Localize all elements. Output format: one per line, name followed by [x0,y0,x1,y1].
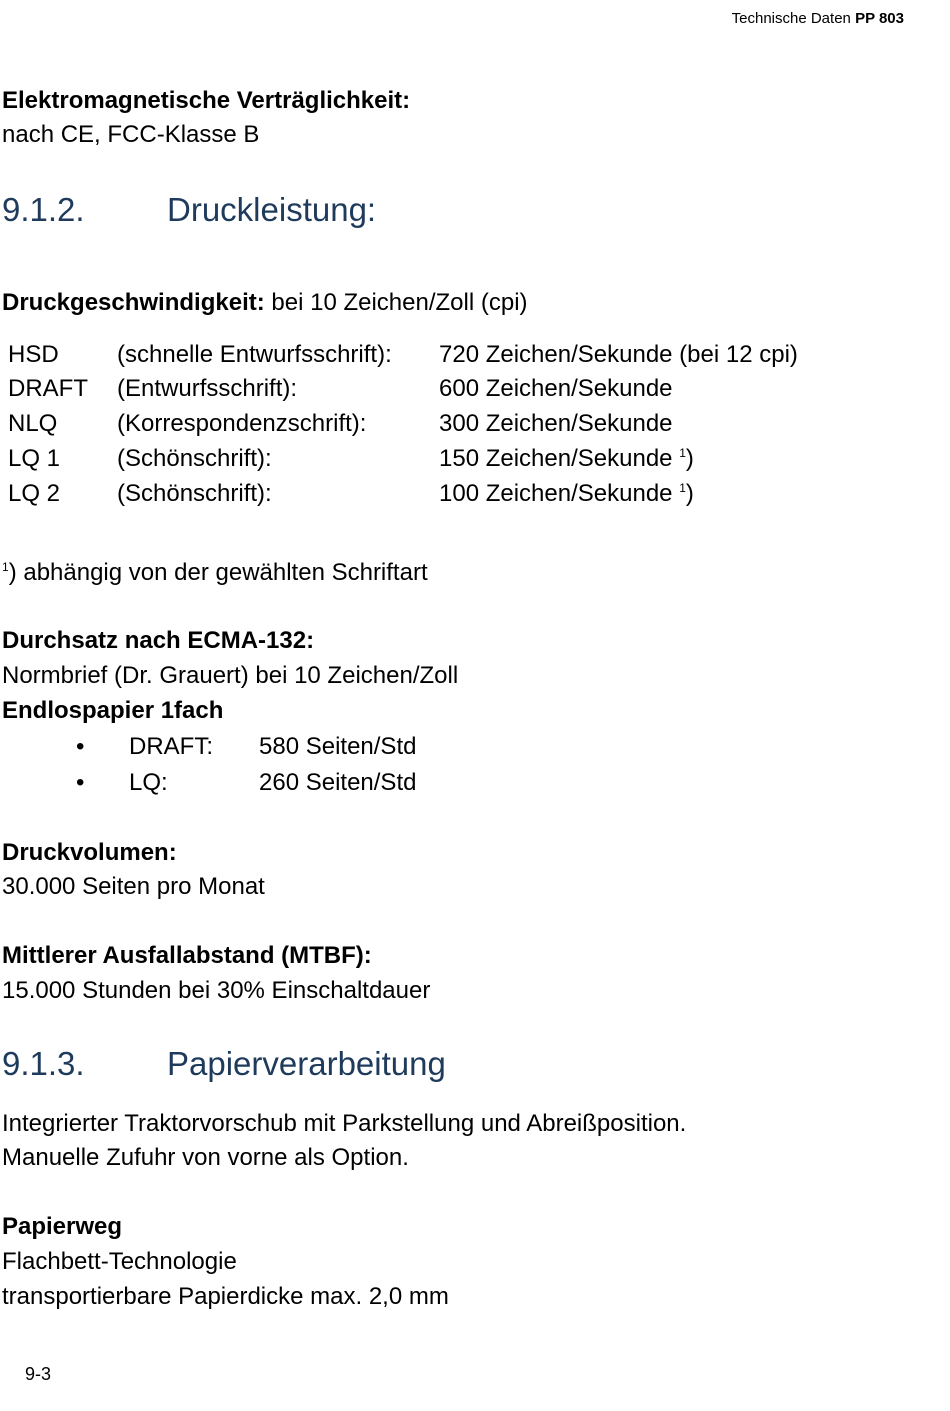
speed-label: Druckgeschwindigkeit: [2,289,265,316]
speed-value-text: 150 Zeichen/Sekunde [439,445,680,472]
footnote-text: ) abhängig von der gewählten Schriftart [8,559,428,586]
paper-path-line: transportierbare Papierdicke max. 2,0 mm [2,1283,449,1310]
throughput-line: Normbrief (Dr. Grauert) bei 10 Zeichen/Zoll [2,662,459,689]
volume-value: 30.000 Seiten pro Monat [2,873,265,900]
throughput-item-label: LQ: [129,769,168,796]
volume-label: Druckvolumen: [2,839,177,866]
speed-desc: (Schönschrift): [117,445,272,472]
header-title: Technische Daten [731,10,851,27]
speed-value-text: 720 Zeichen/Sekunde (bei 12 cpi) [439,341,798,368]
section-heading-druckleistung [2,190,376,230]
speed-value [439,340,798,370]
bullet: • [76,769,85,796]
emc-label: Elektromagnetische Verträglichkeit: [2,87,411,114]
section-number: 9.1.3. [2,1045,85,1082]
speed-value-text: 300 Zeichen/Sekunde [439,410,673,437]
footnote-close: ) [685,480,694,507]
emc-value: nach CE, FCC-Klasse B [2,121,260,148]
paper-text-line: Manuelle Zufuhr von vorne als Option. [2,1144,409,1171]
speed-mode: NLQ [8,410,58,437]
speed-desc: (Entwurfsschrift): [117,375,298,402]
paper-type-label: Endlospapier 1fach [2,697,224,724]
paper-text-line: Integrierter Traktorvorschub mit Parkstellung und Abreißposition. [2,1110,687,1137]
throughput-item-label: DRAFT: [129,733,213,760]
footnote-mark: 1 [2,560,9,574]
speed-desc: (Korrespondenzschrift): [117,410,367,437]
speed-value-text: 100 Zeichen/Sekunde [439,480,680,507]
section-heading-papierverarbeitung [2,1044,446,1084]
page-number: 9-3 [25,1364,52,1384]
speed-value [439,479,694,509]
speed-mode: LQ 2 [8,480,61,507]
page-header [732,10,904,27]
speed-value-text: 600 Zeichen/Sekunde [439,375,673,402]
footnote-ref: 1 [679,481,686,495]
throughput-item-value: 580 Seiten/Std [259,733,417,760]
header-model: PP 803 [855,10,904,27]
speed-mode: LQ 1 [8,445,61,472]
footnote [2,558,428,588]
footnote-ref: 1 [679,446,686,460]
paper-path-line: Flachbett-Technologie [2,1248,237,1275]
speed-value [439,409,673,439]
speed-mode: DRAFT [8,375,88,402]
speed-heading [2,288,528,318]
mtbf-label: Mittlerer Ausfallabstand (MTBF): [2,942,372,969]
speed-desc: (Schönschrift): [117,480,272,507]
bullet: • [76,733,85,760]
throughput-label: Durchsatz nach ECMA-132: [2,627,315,654]
speed-desc: (schnelle Entwurfsschrift): [117,341,392,368]
section-title: Druckleistung: [167,191,377,228]
section-number: 9.1.2. [2,191,85,228]
section-title: Papierverarbeitung [167,1045,446,1082]
speed-value [439,374,673,404]
throughput-item-value: 260 Seiten/Std [259,769,417,796]
paper-path-label: Papierweg [2,1213,123,1240]
mtbf-value: 15.000 Stunden bei 30% Einschaltdauer [2,977,431,1004]
speed-suffix: bei 10 Zeichen/Zoll (cpi) [264,289,528,316]
footnote-close: ) [685,445,694,472]
speed-value [439,444,694,474]
speed-mode: HSD [8,341,59,368]
